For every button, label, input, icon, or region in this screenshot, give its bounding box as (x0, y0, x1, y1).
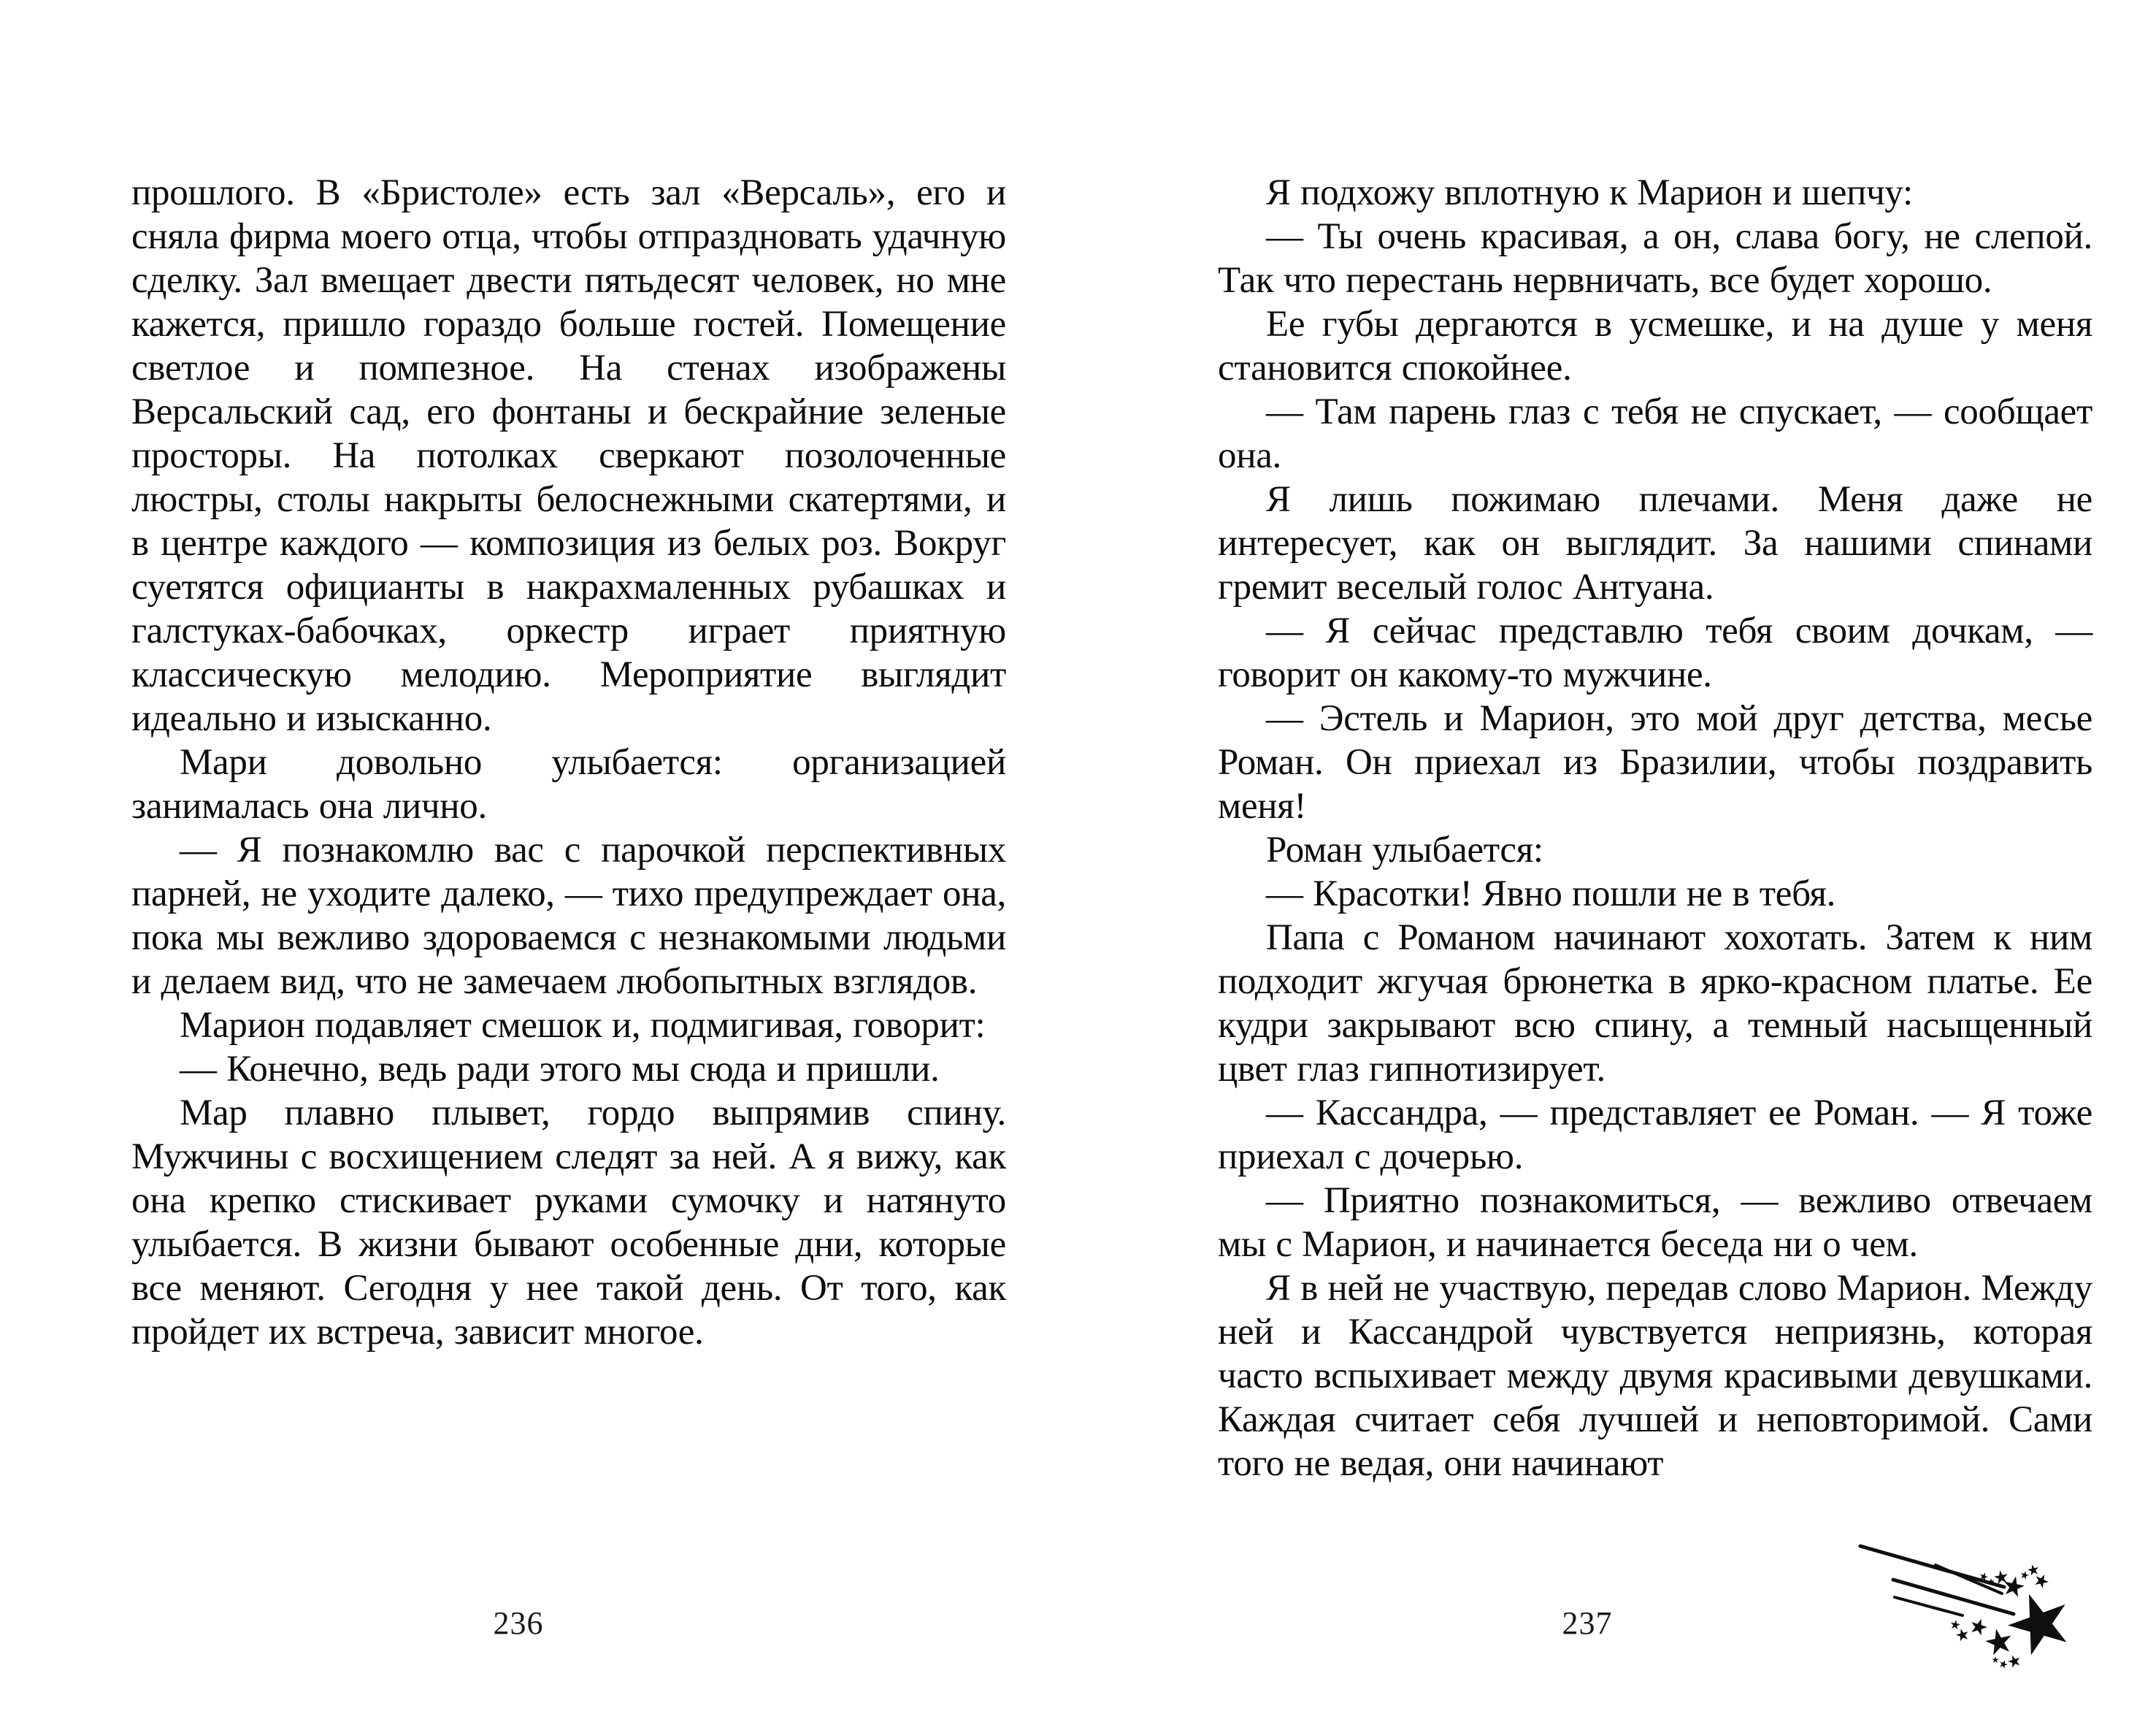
shooting-stars-icon (1853, 1536, 2087, 1678)
left-page-text (131, 171, 1006, 1354)
paragraph: Роман улыбается: (1266, 830, 1543, 871)
paragraph: Я лишь пожимаю плечами. Меня даже не интересует, как он выглядит. За нашими спинами гремит веселый голос Антуана. (1218, 479, 2092, 608)
paragraph: — Красотки! Явно пошли не в тебя. (1266, 873, 1836, 914)
paragraph: — Я сейчас представлю тебя своим дочкам, — говорит он какому-то мужчине. (1218, 611, 2092, 695)
paragraph: — Приятно познакомиться, — вежливо отвечаем мы с Марион, и начинается беседа ни о чем. (1218, 1180, 2092, 1265)
paragraph: Я в ней не участвую, передав слово Марион. Между ней и Кассандрой чувствуется неприязнь, которая часто вспыхивает между двумя красивыми девушками. Каждая считает себя лучшей и неповторимой. Сами того не ведая, они начинают (1218, 1268, 2092, 1484)
paragraph: Марион подавляет смешок и, подмигивая, говорит: (180, 1005, 986, 1046)
paragraph: прошлого. В «Бристоле» есть зал «Версаль», его и сняла фирма моего отца, чтобы отпраздновать удачную сделку. Зал вмещает двести пятьдесят человек, но мне кажется, пришло гораздо больше гостей. Помещение светлое и помпезное. На стенах изображены Версальский сад, его фонтаны и бескрайние зеленые просторы. На потолках сверкают позолоченные люстры, столы накрыты белоснежными скатертями, и в центре каждого — композиция из белых роз. Вокруг суетятся официанты в накрахмаленных рубашках и галстуках-бабочках, оркестр играет приятную классическую мелодию. Мероприятие выглядит идеально и изысканно. (131, 172, 1006, 739)
paragraph: — Кассандра, — представляет ее Роман. — Я тоже приехал с дочерью. (1218, 1093, 2092, 1177)
right-page-text (1218, 171, 2092, 1485)
paragraph: — Там парень глаз с тебя не спускает, — сообщает она. (1218, 391, 2092, 476)
paragraph: Ее губы дергаются в усмешке, и на душе у меня становится спокойнее. (1218, 304, 2092, 389)
paragraph: Папа с Романом начинают хохотать. Затем к ним подходит жгучая брюнетка в ярко-красном платье. Ее кудри закрывают всю спину, а темный насыщенный цвет глаз гипнотизирует. (1218, 917, 2092, 1090)
paragraph: — Я познакомлю вас с парочкой перспективных парней, не уходите далеко, — тихо предупреждает она, пока мы вежливо здороваемся с незнакомыми людьми и делаем вид, что не замечаем любопытных взглядов. (131, 830, 1006, 1002)
paragraph: — Ты очень красивая, а он, слава богу, не слепой. Так что перестань нервничать, все будет хорошо. (1218, 216, 2092, 301)
right-page-number: 237 (1562, 1605, 1613, 1641)
paragraph: Я подхожу вплотную к Марион и шепчу: (1266, 172, 1913, 213)
paragraph: Мари довольно улыбается: организацией занималась она лично. (131, 742, 1006, 827)
paragraph: — Эстель и Марион, это мой друг детства, месье Роман. Он приехал из Бразилии, чтобы поздравить меня! (1218, 698, 2092, 827)
paragraph: — Конечно, ведь ради этого мы сюда и пришли. (180, 1049, 940, 1090)
paragraph: Мар плавно плывет, гордо выпрямив спину. Мужчины с восхищением следят за ней. А я вижу, как она крепко стискивает руками сумочку и натянуто улыбается. В жизни бывают особенные дни, которые все меняют. Сегодня у нее такой день. От того, как пройдет их встреча, зависит многое. (131, 1093, 1006, 1353)
left-page-number: 236 (493, 1605, 544, 1641)
